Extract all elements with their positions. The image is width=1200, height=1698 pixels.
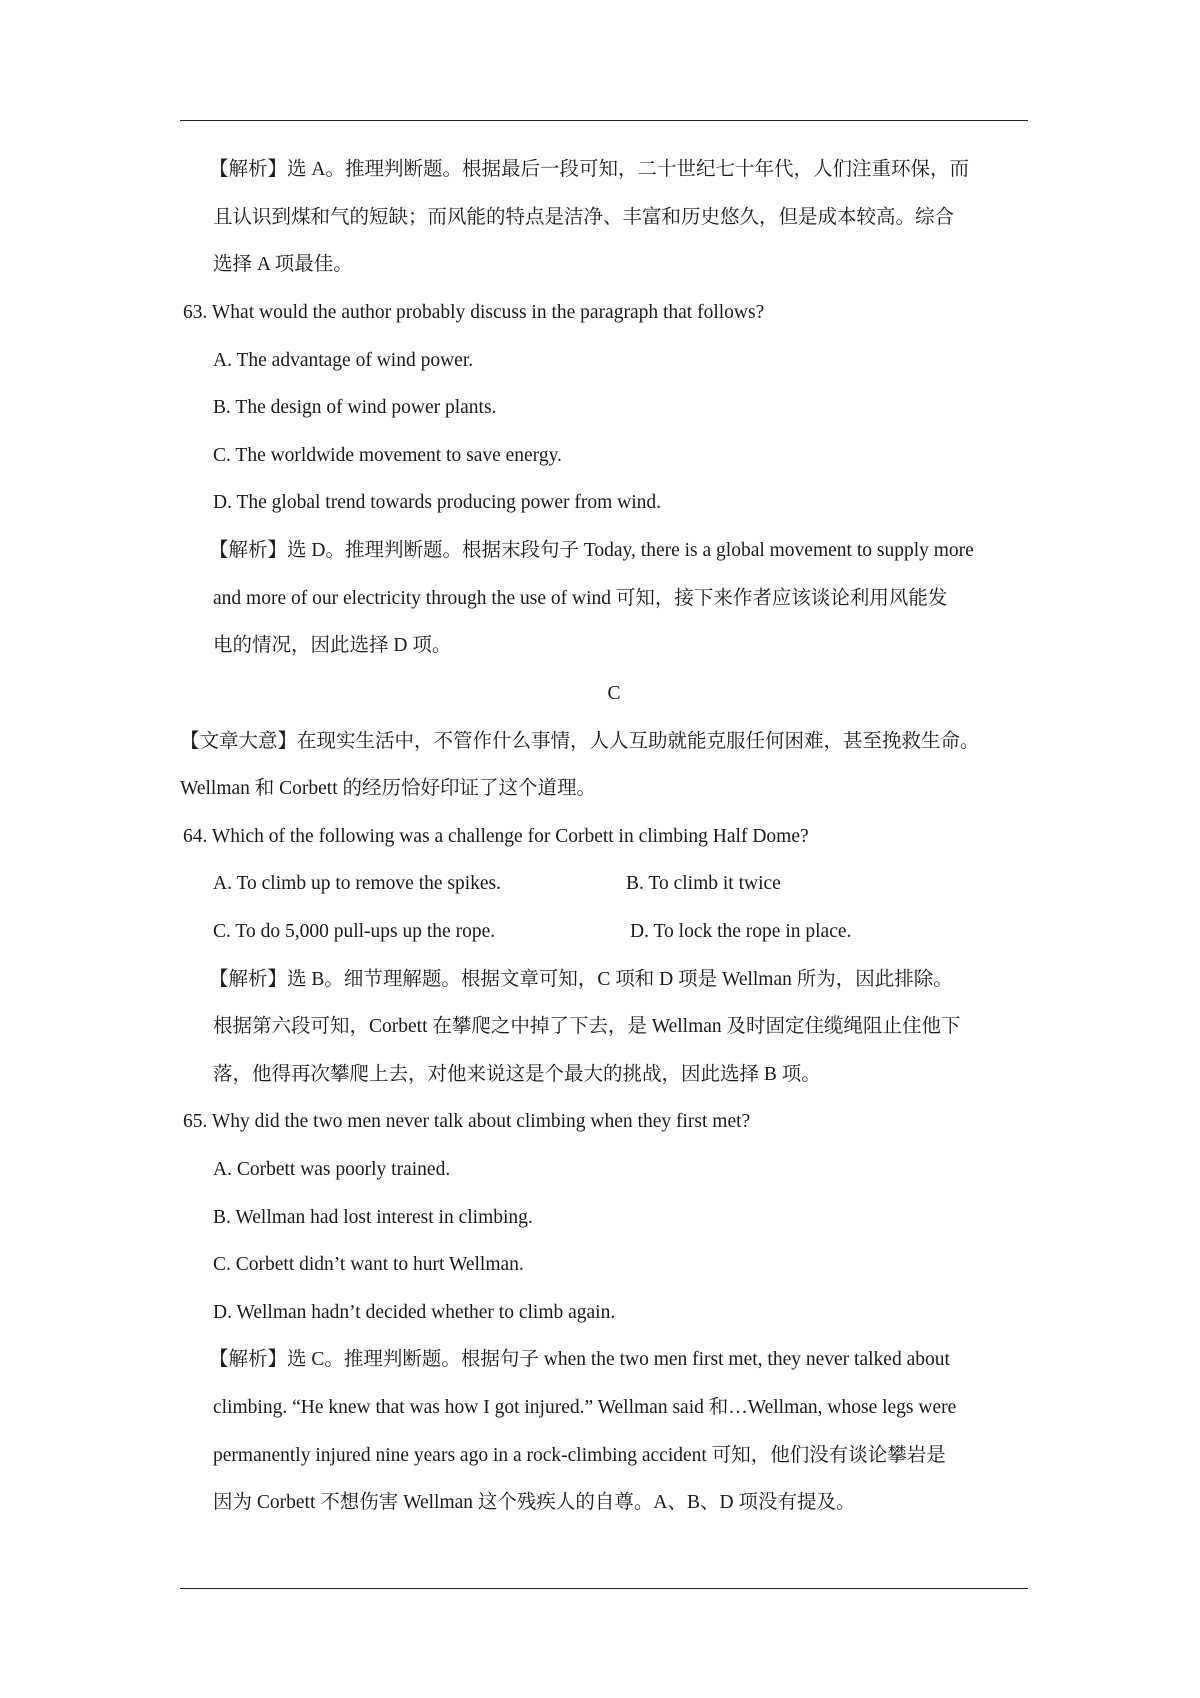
footer-rule — [180, 1588, 1028, 1589]
q65-analysis-line-2: climbing. “He knew that was how I got injured.” Wellman said 和…Wellman, whose legs were — [213, 1397, 957, 1418]
q62-analysis-line-1: 【解析】选 A。推理判断题。根据最后一段可知，二十世纪七十年代，人们注重环保，而 — [209, 159, 969, 180]
q65-option-c: C. Corbett didn’t want to hurt Wellman. — [213, 1254, 524, 1275]
q63-analysis-line-3: 电的情况，因此选择 D 项。 — [213, 635, 452, 656]
q64-option-b: B. To climb it twice — [626, 873, 781, 894]
q64-option-d: D. To lock the rope in place. — [630, 921, 852, 942]
q65-stem: 65. Why did the two men never talk about climbing when they first met? — [183, 1111, 751, 1132]
summary-line-1: 【文章大意】在现实生活中，不管作什么事情，人人互助就能克服任何困难，甚至挽救生命。 — [180, 731, 980, 752]
q62-analysis-line-3: 选择 A 项最佳。 — [213, 254, 353, 275]
q65-option-a: A. Corbett was poorly trained. — [213, 1159, 451, 1180]
q64-option-a: A. To climb up to remove the spikes. — [213, 873, 502, 894]
summary-line-2: Wellman 和 Corbett 的经历恰好印证了这个道理。 — [180, 778, 597, 799]
q65-analysis-line-4: 因为 Corbett 不想伤害 Wellman 这个残疾人的自尊。A、B、D 项没有提及。 — [213, 1492, 856, 1513]
q62-analysis-line-2: 且认识到煤和气的短缺；而风能的特点是洁净、丰富和历史悠久，但是成本较高。综合 — [213, 207, 955, 228]
q65-option-d: D. Wellman hadn’t decided whether to climb again. — [213, 1302, 616, 1323]
q65-analysis-line-1: 【解析】选 C。推理判断题。根据句子 when the two men first met, they never talked about — [209, 1349, 950, 1370]
q64-option-c: C. To do 5,000 pull-ups up the rope. — [213, 921, 496, 942]
q63-option-d: D. The global trend towards producing power from wind. — [213, 492, 662, 513]
q63-option-c: C. The worldwide movement to save energy. — [213, 445, 562, 466]
q64-analysis-line-3: 落，他得再次攀爬上去，对他来说这是个最大的挑战，因此选择 B 项。 — [213, 1064, 821, 1085]
q65-option-b: B. Wellman had lost interest in climbing. — [213, 1207, 533, 1228]
q64-analysis-line-1: 【解析】选 B。细节理解题。根据文章可知，C 项和 D 项是 Wellman 所为，因此排除。 — [209, 969, 953, 990]
q63-stem: 63. What would the author probably discuss in the paragraph that follows? — [183, 302, 765, 323]
q63-option-a: A. The advantage of wind power. — [213, 350, 474, 371]
section-heading: C — [607, 683, 621, 704]
header-rule — [180, 120, 1028, 121]
q63-option-b: B. The design of wind power plants. — [213, 397, 497, 418]
q65-analysis-line-3: permanently injured nine years ago in a rock-climbing accident 可知，他们没有谈论攀岩是 — [213, 1445, 946, 1466]
q63-analysis-line-2: and more of our electricity through the use of wind 可知，接下来作者应该谈论利用风能发 — [213, 588, 948, 609]
q63-analysis-line-1: 【解析】选 D。推理判断题。根据末段句子 Today, there is a global movement to supply more — [209, 540, 974, 561]
q64-analysis-line-2: 根据第六段可知，Corbett 在攀爬之中掉了下去，是 Wellman 及时固定住缆绳阻止住他下 — [213, 1016, 961, 1037]
q64-stem: 64. Which of the following was a challenge for Corbett in climbing Half Dome? — [183, 826, 809, 847]
